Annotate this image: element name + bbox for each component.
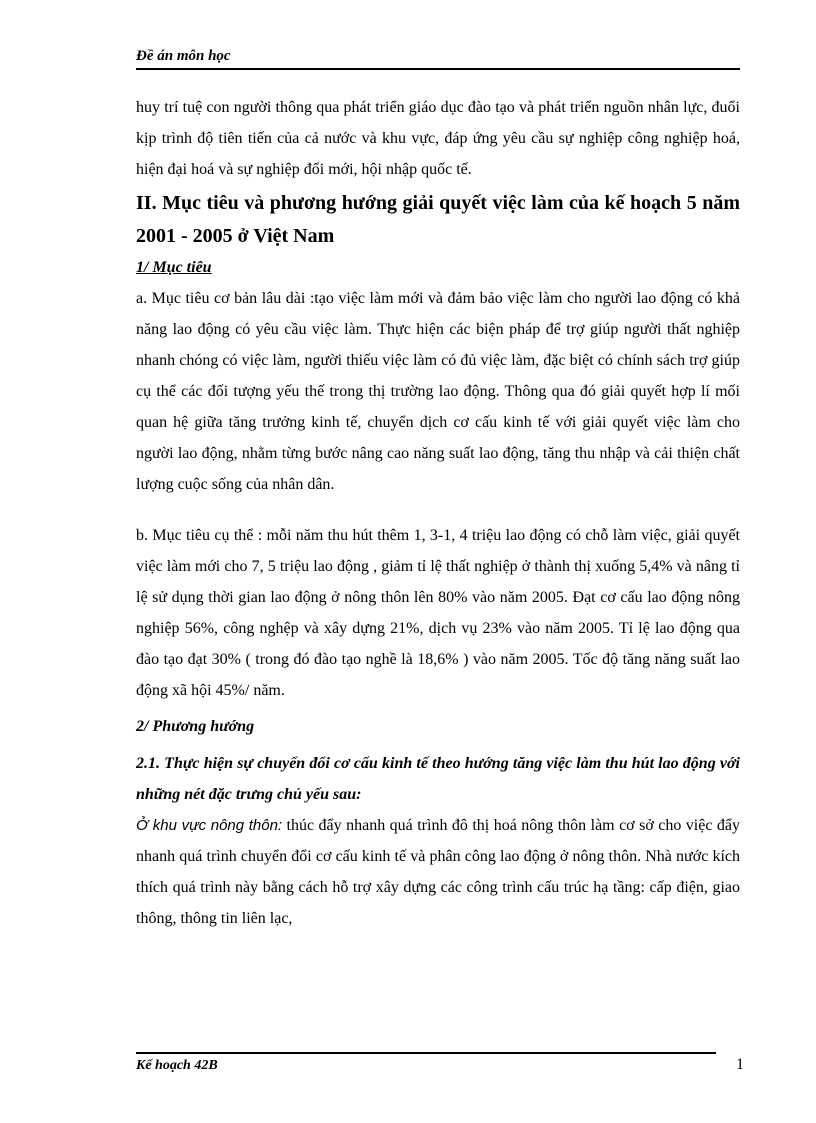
page-body [136, 92, 740, 934]
header-title: Đề án môn học [136, 48, 231, 64]
subsection-title-goals: 1/ Mục tiêu [136, 259, 212, 276]
page-header [136, 48, 740, 70]
paragraph-b: b. Mục tiêu cụ thể : mỗi năm thu hút thêm 1, 3-1, 4 triệu lao động có chỗ làm việc, giải quyết việc làm mới cho 7, 5 triệu lao động , giảm tỉ lệ thất nghiệp ở thành thị xuống 5,4% và nâng tỉ lệ sử dụng thời gian lao động ở nông thôn lên 80% vào năm 2005. Đạt cơ cấu lao động nông nghiệp 56%, công nghệp và xây dựng 21%, dịch vụ 23% vào năm 2005. Tỉ lệ lao động qua đào tạo đạt 30% ( trong đó đào tạo nghề là 18,6% ) vào năm 2005. Tốc độ tăng năng suất lao động xã hội 45%/ năm. [136, 527, 740, 699]
footer-divider [136, 1052, 716, 1054]
footer-label: Kế hoạch 42B [136, 1058, 218, 1073]
rural-lead: Ở khu vực nông thôn: [136, 817, 283, 834]
subsection-title-2-1: 2.1. Thực hiện sự chuyển đổi cơ cấu kinh tế theo hướng tăng việc làm thu hút lao động với những nét đặc trưng chủ yếu sau: [136, 755, 740, 803]
rural-text: thúc đẩy nhanh quá trình đô thị hoá nông thôn làm cơ sở cho việc đẩy nhanh quá trình chuyển đổi cơ cấu kinh tế và phân công lao động ở nông thôn. Nhà nước kích thích quá trình này bằng cách hỗ trợ xây dựng các công trình cấu trúc hạ tầng: cấp điện, giao thông, thông tin liên lạc, [136, 817, 740, 927]
rural-paragraph [136, 810, 740, 934]
intro-paragraph: huy trí tuệ con người thông qua phát triển giáo dục đào tạo và phát triển nguồn nhân lực, đuổi kịp trình độ tiên tiến của cả nước và khu vực, đáp ứng yêu cầu sự nghiệp công nghiệp hoá, hiện đại hoá và sự nghiệp đổi mới, hội nhập quốc tế. [136, 99, 740, 178]
page-number: 1 [736, 1056, 744, 1073]
section-title: II. Mục tiêu và phương hướng giải quyết việc làm của kế hoạch 5 năm 2001 - 2005 ở Việt Nam [136, 192, 740, 247]
paragraph-a: a. Mục tiêu cơ bản lâu dài :tạo việc làm mới và đảm bảo việc làm cho người lao động có khả năng lao động có yêu cầu việc làm. Thực hiện các biện pháp để trợ giúp người thất nghiệp nhanh chóng có việc làm, người thiếu việc làm có đủ việc làm, đặc biệt có chính sách trợ giúp cụ thể các đối tượng yếu thế trong thị trường lao động. Thông qua đó giải quyết hợp lí mối quan hệ giữa tăng trưởng kinh tế, chuyển dịch cơ cấu kinh tế với giải quyết việc làm cho người lao động, nhằm từng bước nâng cao năng suất lao động, tăng thu nhập và cải thiện chất lượng cuộc sống của nhân dân. [136, 290, 740, 493]
subsection-title-direction: 2/ Phương hướng [136, 718, 255, 735]
